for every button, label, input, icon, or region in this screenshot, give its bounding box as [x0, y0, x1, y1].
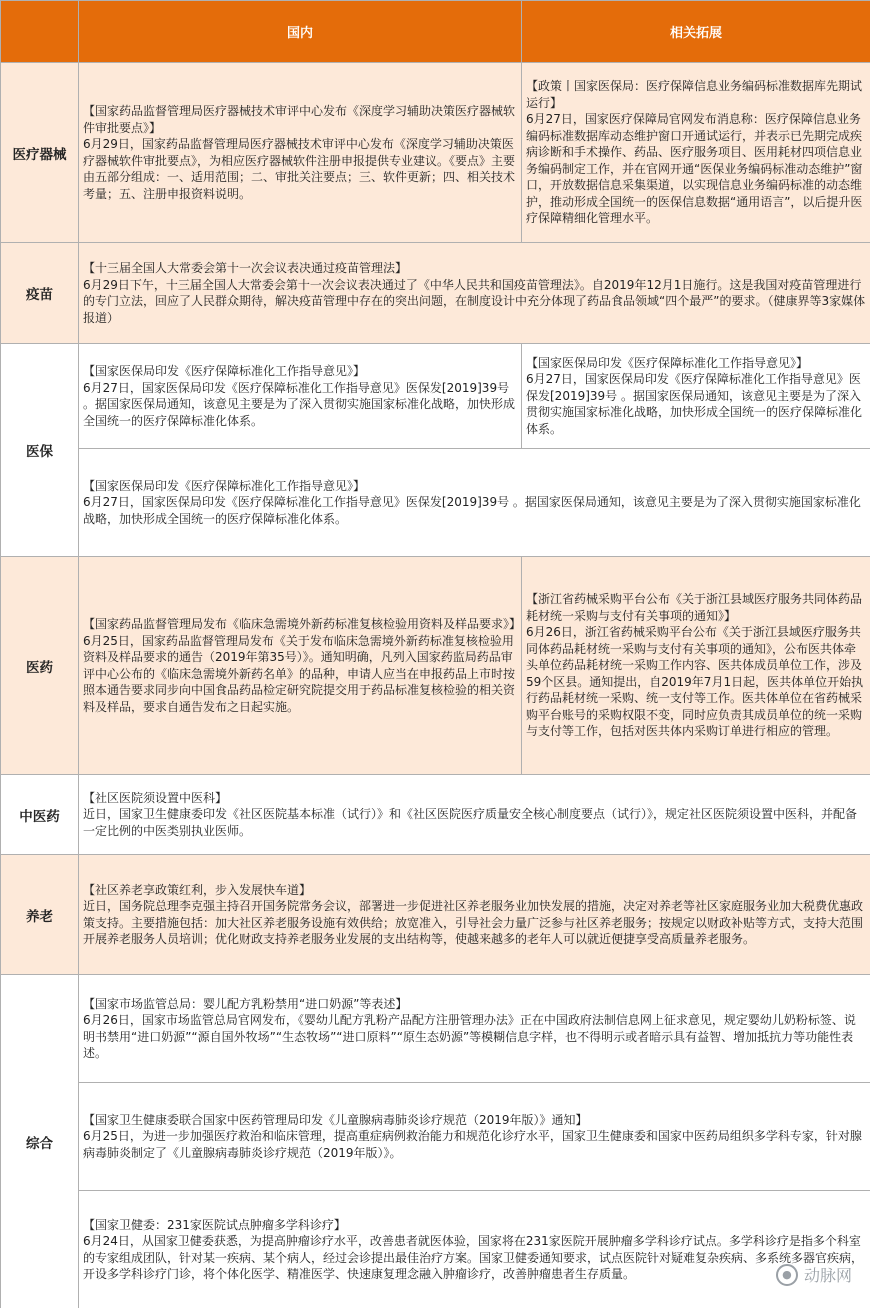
- category-tcm: 中医药: [1, 775, 79, 855]
- insurance-right-title: 【国家医保局印发《医疗保障标准化工作指导意见》】: [526, 355, 809, 370]
- tcm-cell: [79, 775, 870, 855]
- wechat-bubble-icon: ●: [776, 1264, 798, 1286]
- medicine-right-title: 【浙江省药械采购平台公布《关于浙江县域医疗服务共同体药品耗材统一采购与支付有关事项的通知》】: [526, 592, 863, 623]
- category-medicine: 医药: [1, 557, 79, 775]
- watermark: [776, 1263, 852, 1286]
- device-left-body: 6月29日，国家药品监督管理局医疗器械技术审评中心发布《深度学习辅助决策医疗器械软件审批要点》，为相应医疗器械软件注册申报提供专业建议。《要点》主要由五部分组成：一、适用范围；二、审批关注要点；三、软件更新；四、相关技术考量；五、注册申报资料说明。: [83, 137, 516, 201]
- insurance-left-body: 6月27日，国家医保局印发《医疗保障标准化工作指导意见》医保发[2019]39号 。据国家医保局通知，该意见主要是为了深入贯彻实施国家标准化战略，加快形成全国统一的医疗保障标准化体系。: [83, 380, 516, 428]
- general-item-1: [79, 975, 870, 1083]
- medicine-left-title: 【国家药品监督管理局发布《临床急需境外新药标准复核检验用资料及样品要求》】: [83, 617, 522, 631]
- device-left-cell: [79, 63, 522, 243]
- insurance-left-cell: [79, 344, 522, 449]
- insurance-full-cell: [79, 449, 870, 557]
- general-item-2-title: 【国家卫生健康委联合国家中医药管理局印发《儿童腺病毒肺炎诊疗规范（2019年版）》通知】: [83, 1112, 588, 1127]
- header-domestic: 国内: [79, 1, 522, 63]
- row-vaccine: [1, 243, 870, 344]
- tcm-body: 近日，国家卫生健康委印发《社区医院基本标准（试行）》和《社区医院医疗质量安全核心制度要点（试行）》，规定社区医院须设置中医科，并配备一定比例的中医类别执业医师。: [83, 807, 858, 838]
- row-elderly: [1, 855, 870, 975]
- medicine-right-cell: [522, 557, 870, 775]
- general-item-2-body: 6月25日，为进一步加强医疗救治和临床管理，提高重症病例救治能力和规范化诊疗水平，国家卫生健康委和国家中医药局组织多学科专家，针对腺病毒肺炎制定了《儿童腺病毒肺炎诊疗规范（2019年版）》。: [83, 1129, 862, 1160]
- device-left-title: 【国家药品监督管理局医疗器械技术审评中心发布《深度学习辅助决策医疗器械软件审批要点》】: [83, 104, 516, 135]
- vaccine-title: 【十三届全国人大常委会第十一次会议表决通过疫苗管理法】: [83, 261, 408, 275]
- general-item-3: [79, 1191, 870, 1308]
- insurance-right-body: 6月27日，国家医保局印发《医疗保障标准化工作指导意见》医保发[2019]39号 。据国家医保局通知，该意见主要是为了深入贯彻实施国家标准化战略，加快形成全国统一的医疗保障标准化体系。: [526, 372, 863, 436]
- general-item-3-body: 6月24日，从国家卫健委获悉，为提高肿瘤诊疗水平，改善患者就医体验，国家将在231家医院开展肿瘤多学科诊疗试点。多学科诊疗是指多个科室的专家组成团队，针对某一疾病、某个病人，经过会诊提出最佳治疗方案。国家卫健委通知要求，试点医院针对疑难复杂疾病、多系统多器官疾病，开设多学科诊疗门诊，将个体化医学、精准医学、快速康复理念融入肿瘤诊疗，改善肿瘤患者生存质量。: [83, 1234, 864, 1281]
- elderly-title: 【社区养老享政策红利，步入发展快车道】: [83, 882, 312, 897]
- vaccine-cell: [79, 243, 870, 344]
- header-category: [1, 1, 79, 63]
- row-general-1: [1, 975, 870, 1083]
- category-device: 医疗器械: [1, 63, 79, 243]
- row-general-3: [1, 1191, 870, 1308]
- medicine-left-body: 6月25日，国家药品监督管理局发布《关于发布临床急需境外新药标准复核检验用资料及样品要求的通告（2019年第35号）》。通知明确，凡列入国家药监局药品审评中心公布的《临床急需境外新药名单》的品种，申请人应当在申报药品上市时按照本通告要求同步向中国食品药品检定研究院提交用于药品标准复核检验的相关资料及样品，要求自通告发布之日起实施。: [83, 633, 516, 714]
- general-item-3-title: 【国家卫健委：231家医院试点肿瘤多学科诊疗】: [83, 1217, 346, 1232]
- tcm-title: 【社区医院须设置中医科】: [83, 790, 228, 805]
- category-vaccine: 疫苗: [1, 243, 79, 344]
- elderly-cell: [79, 855, 870, 975]
- row-insurance-2: [1, 449, 870, 557]
- device-right-cell: [522, 63, 870, 243]
- medicine-left-cell: [79, 557, 522, 775]
- row-insurance-1: [1, 344, 870, 449]
- row-medicine: [1, 557, 870, 775]
- general-item-1-body: 6月26日，国家市场监管总局官网发布，《婴幼儿配方乳粉产品配方注册管理办法》正在中国政府法制信息网上征求意见，规定婴幼儿奶粉标签、说明书禁用“进口奶源”“源自国外牧场”“生态牧场”“进口原料”“原生态奶源”等模糊信息字样，也不得明示或者暗示具有益智、增加抵抗力等功能性表述。: [83, 1013, 856, 1060]
- header-row: [1, 1, 870, 63]
- row-tcm: [1, 775, 870, 855]
- insurance-left-title: 【国家医保局印发《医疗保障标准化工作指导意见》】: [83, 364, 366, 378]
- insurance-full-title: 【国家医保局印发《医疗保障标准化工作指导意见》】: [83, 478, 366, 493]
- category-insurance: 医保: [1, 344, 79, 557]
- general-item-2: [79, 1083, 870, 1191]
- insurance-full-body: 6月27日，国家医保局印发《医疗保障标准化工作指导意见》医保发[2019]39号 。据国家医保局通知，该意见主要是为了深入贯彻实施国家标准化战略，加快形成全国统一的医疗保障标准化体系。: [83, 495, 861, 526]
- device-right-body: 6月27日，国家医疗保障局官网发布消息称：医疗保障信息业务编码标准数据库动态维护窗口开通试运行，并表示已先期完成疾病诊断和手术操作、药品、医疗服务项目、医用耗材四项信息业务编码制定工作，并在官网开通“医保业务编码标准动态维护”窗口，开放数据信息采集渠道，以实现信息业务编码标准的动态维护，推动形成全国统一的医保信息数据“通用语言”，以后提升医疗保障精细化管理水平。: [526, 112, 863, 226]
- category-general: 综合: [1, 975, 79, 1308]
- row-general-2: [1, 1083, 870, 1191]
- watermark-text: 动脉网: [803, 1266, 852, 1285]
- row-device: [1, 63, 870, 243]
- vaccine-body: 6月29日下午，十三届全国人大常委会第十一次会议表决通过了《中华人民共和国疫苗管理法》。自2019年12月1日施行。这是我国对疫苗管理进行的专门立法，回应了人民群众期待，解决疫苗管理中存在的突出问题，在制度设计中充分体现了药品食品领域“四个最严”的要求。（健康界等3家媒体报道）: [83, 277, 866, 325]
- general-item-1-title: 【国家市场监管总局：婴儿配方乳粉禁用“进口奶源”等表述】: [83, 996, 408, 1011]
- category-elderly: 养老: [1, 855, 79, 975]
- insurance-right-cell: [522, 344, 870, 449]
- medicine-right-body: 6月26日，浙江省药械采购平台公布《关于浙江县域医疗服务共同体药品耗材统一采购与支付有关事项的通知》，公布医共体牵头单位药品耗材统一采购工作内容、医共体成员单位工作，涉及59个区县。通知提出，自2019年7月1日起，医共体单位开始执行药品耗材统一采购、统一支付等工作。医共体单位在省药械采购平台账号的采购权限不变，同时应负责其成员单位的统一采购与支付等工作，包括对医共体内采购订单进行相应的管理。: [526, 625, 864, 739]
- device-right-title: 【政策丨国家医保局：医疗保障信息业务编码标准数据库先期试运行】: [526, 79, 863, 110]
- header-extension: 相关拓展: [522, 1, 870, 63]
- elderly-body: 近日，国务院总理李克强主持召开国务院常务会议，部署进一步促进社区养老服务业加快发展的措施，决定对养老等社区家庭服务业加大税费优惠政策支持。主要措施包括：加大社区养老服务设施有效供给；放宽准入，引导社会力量广泛参与社区养老服务；按规定以财政补贴等方式，支持大范围开展养老服务人员培训；优化财政支持养老服务业发展的支出结构等，使越来越多的老年人可以就近便捷享受高质量养老服务。: [83, 899, 864, 946]
